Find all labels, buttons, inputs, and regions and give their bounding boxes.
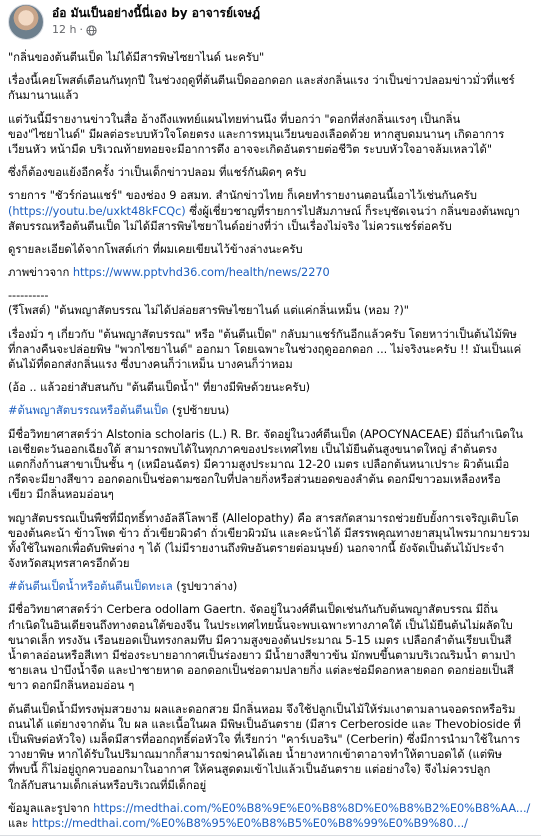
text-span: ขาว ดอกมีกลิ่นหอมอ่อน ๆ	[8, 678, 135, 693]
paragraph-gap	[8, 571, 532, 579]
text-line	[8, 50, 530, 65]
paragraph-gap	[8, 594, 532, 602]
post-paragraph	[8, 801, 532, 831]
text-span: แต่วันนี้มีรายงานข่าวในสื่อ อ้างถึงแพทย์แผนไทยท่านนึง ที่บอกว่า "ดอกที่ส่งกลิ่นแรงๆ เป็นกลิ่น	[8, 111, 461, 126]
post-paragraph	[8, 380, 532, 395]
text-span: ขนาดเล็ก ทรงงัน เรือนยอดเป็นทรงกลมทึบ มีความสูงของต้นประมาณ 5-15 เมตร เปลือกลำต้นเรียบเป็นสี	[8, 632, 512, 647]
text-line	[8, 633, 530, 648]
text-span: เรื่องนี้เคยโพสต์เตือนกันทุกปี ในช่วงฤดูที่ต้นตีนเป็ดออกดอก และส่งกลิ่นแรง ว่าเป็นข่าวปลอมข่าวมั่วที่แชร์	[8, 73, 515, 88]
text-span: เขียว มีกลิ่นหอมอ่อนๆ	[8, 487, 114, 502]
post-meta	[52, 23, 97, 37]
text-span: กำเนิดในอินเดียจนถึงทางตอนใต้ของจีน ในประเทศไทยนั้นจะพบเฉพาะทางภาคใต้ เป็นไม้ยืนต้นไม่ผลัดใบ	[8, 617, 513, 632]
text-line	[8, 732, 530, 747]
text-line	[8, 380, 530, 395]
text-span: (รีโพสต์) "ต้นพญาสัตบรรณ ไม่ได้ปล่อยสารพิษไซยาไนด์ แต่แค่กลิ่นเหม็น (หอม ?)"	[8, 303, 409, 318]
text-line	[8, 188, 530, 203]
text-line	[8, 717, 530, 732]
post-paragraph	[8, 265, 532, 280]
post-paragraph	[8, 112, 532, 158]
post-paragraph	[8, 702, 532, 793]
text-line	[8, 602, 530, 617]
text-line	[8, 618, 530, 633]
text-span: ถนนได้ แต่ยางจากต้น ใบ ผล และเนื้อในผล มีพิษเป็นอันตราย (มีสาร Cerberoside และ Thevobioside ที่	[8, 716, 521, 731]
text-span: ของ"ไซยาไนด์" มีผลต่อระบบหัวใจโดยตรง และการหมุนเวียนของเลือดด้วย หากสูบดมนานๆ เกิดอาการ	[8, 126, 505, 141]
paragraph-gap	[8, 694, 532, 702]
source-label: ภาพข่าวจาก	[8, 265, 73, 280]
text-line	[8, 702, 530, 717]
text-line	[8, 342, 530, 357]
text-span: ดูรายละเอียดได้จากโพสต์เก่า ที่ผมเคยเขียนไว้ข้างล่างนะครับ	[8, 241, 303, 256]
post-paragraph	[8, 73, 532, 103]
post-link[interactable]: https://medthai.com/%E0%B8%9E%E0%B8%8D%E0%B8%B2%E0%B8%AA.../	[93, 800, 531, 815]
paragraph-gap	[8, 65, 532, 73]
text-span: กรีดจะมียางสีขาว ออกดอกเป็นช่อตามซอกใบที่ปลายกิ่งหรือส่วนยอดของลำต้น ดอกมีขาวอมเหลืองหรือ	[8, 472, 501, 487]
text-line	[8, 762, 530, 777]
hashtag-link[interactable]: #ต้นพญาสัตบรรณหรือต้นตีนเป็ด	[8, 403, 169, 418]
text-span: เป็นพิษต่อหัวใจ) เมล็ดมีสารที่ออกฤทธิ์ต่อหัวใจ ที่เรียกว่า "คาร์เบอริน" (Cerberin) ซึ่งมีการนำมาใช้ในการ	[8, 731, 520, 746]
post-paragraph	[8, 427, 532, 503]
post-paragraph	[8, 327, 532, 373]
text-line	[8, 747, 530, 762]
post-paragraph	[8, 288, 532, 318]
text-span: ทั้งใช้ในพอกเพื่อดับพิษต่าง ๆ ได้ (ไม่มีรายงานถึงพิษอันตรายต่อมนุษย์) นอกจากนี้ ยังจัดเป็นต้นไม้ประจำ	[8, 540, 505, 555]
paragraph-gap	[8, 319, 532, 327]
paragraph-gap	[8, 257, 532, 265]
text-line	[8, 327, 530, 342]
paragraph-gap	[8, 234, 532, 242]
paragraph-gap	[8, 104, 532, 112]
text-span: มีชื่อวิทยาศาสตร์ว่า Cerbera odollam Gaertn. จัดอยู่ในวงศ์ตีนเป็ดเช่นกันกับต้นพญาสัตบรรณ มีถิ่น	[8, 602, 498, 617]
text-line	[8, 472, 530, 487]
post-link[interactable]: (https://youtu.be/uxkt48kFCQc)	[8, 203, 186, 218]
text-span: พญาสัตบรรณเป็นพืชที่มีฤทธิ์ทางอัลลีโลพาธี (Allelopathy) คือ สารสกัดสามารถช่วยยับยั้งการเจริญเติบโต	[8, 510, 519, 525]
text-span: มีชื่อวิทยาศาสตร์ว่า Alstonia scholaris (L.) R. Br. จัดอยู่ในวงศ์ตีนเป็ด (APOCYNACEAE) มีถิ่นกำเนิดใน	[8, 426, 523, 441]
text-span: จังหวัดสมุทรสาครอีกด้วย	[8, 556, 130, 571]
text-line	[8, 142, 530, 157]
text-span: วางยาพิษ หากได้รับในปริมาณมากก็สามารถฆ่าคนได้เลย น้ำยางหากเข้าตาอาจทำให้ตาบอดได้ (แต่พิษ	[8, 747, 502, 762]
text-span: เรื่องมั่ว ๆ เกี่ยวกับ "ต้นพญาสัตบรรณ" หรือ "ต้นตีนเป็ด" กลับมาแชร์กันอีกแล้วครับ โดยหาว่าเป็นต้นไม้พิษ	[8, 326, 517, 341]
text-span: ของต้นคะน้า ข้าวโพด ข้าว ถั่วเขียวผิวดำ ถั่วเขียวผิวมัน และคะน้าได้ มีสรรพคุณทางยาสมุนไพรมากมายรวม	[8, 525, 530, 540]
post-paragraph	[8, 188, 532, 234]
text-span: ----------	[8, 288, 49, 303]
meta-separator: ·	[79, 23, 83, 36]
text-span: (รูปขวาล่าง)	[172, 579, 238, 594]
text-line	[8, 403, 530, 418]
text-span: ที่กลางคืนจะปล่อยพิษ "พวกไซยาไนด์" ออกมา โดยเฉพาะในช่วงฤดูออกดอก ... ไม่จริงนะครับ !! มันเป็นแค่	[8, 341, 522, 356]
paragraph-gap	[8, 372, 532, 380]
text-line	[8, 204, 530, 219]
paragraph-gap	[8, 793, 532, 801]
text-line	[8, 357, 530, 372]
text-line	[8, 457, 530, 472]
post-paragraph	[8, 165, 532, 180]
text-line	[8, 73, 530, 88]
text-line	[8, 265, 530, 280]
text-line	[8, 219, 530, 234]
text-line	[8, 112, 530, 127]
text-span: กันมานานแล้ว	[8, 88, 79, 103]
globe-icon	[86, 25, 97, 36]
text-line	[8, 816, 530, 831]
text-line	[8, 165, 530, 180]
post-paragraph	[8, 242, 532, 257]
text-span: และ	[8, 815, 32, 830]
text-line	[8, 242, 530, 257]
text-line	[8, 663, 530, 678]
text-span: รายการ "ชัวร์ก่อนแชร์" ของช่อง 9 อสมท. สำนักข่าวไทย ก็เคยทำรายงานตอนนี้เอาไว้เช่นกันครับ	[8, 188, 477, 203]
hashtag-link[interactable]: #ต้นตีนเป็ดน้ำหรือต้นตีนเป็ดทะเล	[8, 579, 173, 594]
text-span: ต้นไม้ที่ดอกส่งกลิ่นแรง ซึ่งบางคนก็ว่าเหม็น บางคนก็ว่าหอม	[8, 357, 293, 371]
text-line	[8, 442, 530, 457]
post-paragraph	[8, 50, 532, 65]
post-body	[8, 50, 532, 831]
text-line	[8, 427, 530, 442]
post-paragraph	[8, 602, 532, 693]
text-line	[8, 127, 530, 142]
text-span: "กลิ่นของต้นตีนเป็ด ไม่ได้มีสารพิษไซยาไนด์ นะครับ"	[8, 50, 265, 64]
text-line	[8, 800, 531, 816]
post-paragraph	[8, 511, 532, 572]
text-line	[8, 511, 530, 526]
text-span: (รูปซ้ายบน)	[168, 403, 230, 418]
text-line	[8, 778, 530, 793]
paragraph-gap	[8, 157, 532, 165]
text-span: ซึ่งก็ต้องขอแย้งอีกครั้ง ว่าเป็นเด็กข่าวปลอม ที่แชร์กันผิดๆ ครับ	[8, 165, 307, 180]
text-line	[8, 303, 530, 318]
paragraph-gap	[8, 503, 532, 511]
divider	[0, 835, 541, 836]
text-span: เอเชียตะวันออกเฉียงใต้ สามารถพบได้ในทุกภาคของประเทศไทย เป็นไม้ยืนต้นสูงขนาดใหญ่ ลำต้นตรง	[8, 441, 498, 456]
text-line	[8, 288, 530, 303]
post-header	[8, 4, 528, 48]
text-span: ต้นตีนเป็ดน้ำมีทรงพุ่มสวยงาม ผลและดอกสวย มีกลิ่นหอม จึงใช้ปลูกเป็นไม้ให้ร่มเงาตามลานจอดรถหรือริม	[8, 701, 516, 716]
paragraph-gap	[8, 180, 532, 188]
post-link[interactable]	[8, 265, 330, 279]
text-line	[8, 648, 530, 663]
text-span: ข้อมูลและรูปจาก	[8, 800, 94, 815]
text-line	[8, 487, 530, 502]
text-line	[8, 88, 530, 103]
post-paragraph	[8, 579, 532, 594]
text-span: ซึ่งผู้เชี่ยวชาญที่รายการไปสัมภาษณ์ ก็ระบุชัดเจนว่า กลิ่นของต้นพญา	[185, 203, 520, 218]
text-line	[8, 526, 530, 541]
text-span: สัตบรรณหรือต้นตีนเป็ด ไม่ได้มีสารพิษไซยาไนด์อย่างที่ว่า เป็นเรื่องไม่จริง ไม่ควรแชร์ต่อครับ	[8, 218, 452, 233]
text-span: ที่พบนี้ ก็ไม่อยู่ถูกควบออกมาในอากาศ ให้คนสูดดมเข้าไปแล้วเป็นอันตราย แต่อย่างใจ) จึงไม่ควรปลูก	[8, 762, 491, 777]
page-avatar[interactable]	[8, 4, 44, 40]
text-line	[8, 579, 530, 594]
text-span: เวียนหัว หน้ามืด บริเวณท้ายทอยจะมีอาการตึง อาจจะเกิดอันตรายต่อชีวิต ระบบหัวใจอาจล้มเหลวได้"	[8, 141, 493, 156]
post-link[interactable]: https://medthai.com/%E0%B8%95%E0%B8%B5%E0%B8%99%E0%B9%80.../	[31, 815, 468, 830]
text-span: แตกกิ่งก้านสาขาเป็นชั้น ๆ (เหมือนฉัตร) มีความสูงประมาณ 12-20 เมตร เปลือกต้นหนาเปราะ ผิวต้นเมื่อ	[8, 456, 510, 471]
post-paragraph	[8, 403, 532, 418]
text-span: (อ้อ .. แล้วอย่าสับสนกับ "ต้นตีนเป็ดน้ำ" ที่ยางมีพิษด้วยนะครับ)	[8, 380, 310, 395]
text-line	[8, 541, 530, 556]
paragraph-gap	[8, 419, 532, 427]
source-url[interactable]: https://www.pptvhd36.com/health/news/2270	[72, 265, 330, 280]
post-time[interactable]: 12 h	[52, 23, 77, 36]
paragraph-gap	[8, 280, 532, 288]
text-line	[8, 556, 530, 571]
text-span: ชายเลน ป่าบึงน้ำจืด และป่าชายหาด ออกดอกเป็นช่อตามปลายกิ่ง แต่ละช่อมีดอกหลายดอก ดอกย่อยเป็นสี	[8, 663, 514, 678]
text-span: ใกล้กับสนามเด็กเล่นหรือบริเวณที่มีเด็กอยู่	[8, 777, 207, 792]
text-line	[8, 678, 530, 693]
text-span: น้ำตาลอ่อนหรือสีเทา มีช่องระบายอากาศเป็นร่องยาว มีน้ำยางสีขาวข้น มักพบขึ้นตามบริเวณริมน้ำ ตามป่า	[8, 648, 516, 662]
author-name[interactable]: อ๋อ มันเป็นอย่างนี้นี่เอง by อาจารย์เจษฎ์	[52, 6, 261, 20]
paragraph-gap	[8, 395, 532, 403]
